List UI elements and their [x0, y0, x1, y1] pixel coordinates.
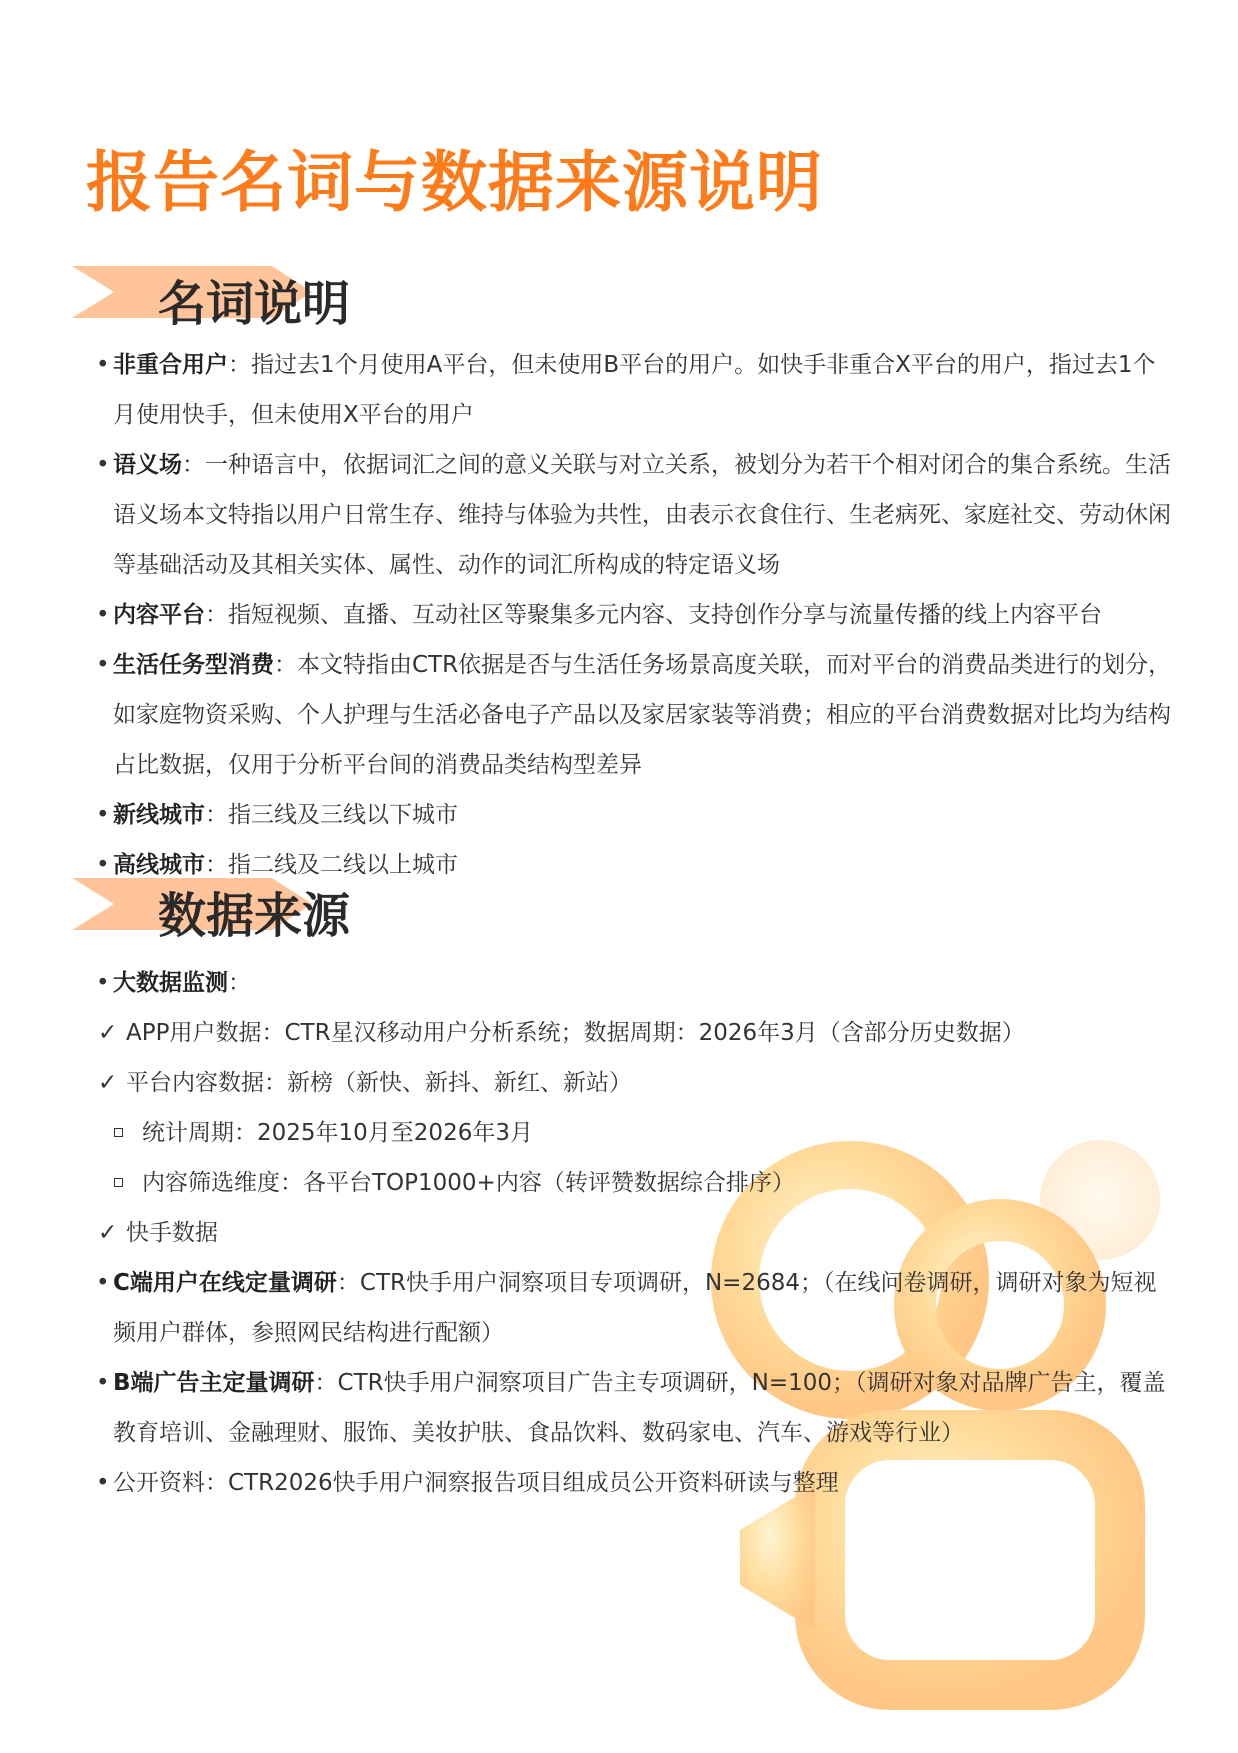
- section-title-sources: 数据来源: [158, 888, 351, 944]
- list-item: 内容筛选维度：各平台TOP1000+内容（转评赞数据综合排序）: [96, 1158, 1176, 1208]
- section-title-terms: 名词说明: [158, 276, 351, 332]
- terms-list: [96, 340, 1176, 890]
- sources-list: [96, 958, 1176, 1508]
- list-item: ✓ 平台内容数据：新榜（新快、新抖、新红、新站）: [96, 1058, 1176, 1108]
- section-heading-sources: [72, 870, 372, 960]
- check-icon: ✓: [98, 1220, 118, 1246]
- square-bullet-icon: [114, 1128, 123, 1137]
- check-icon: ✓: [98, 1070, 118, 1096]
- check-icon: ✓: [98, 1020, 118, 1046]
- square-bullet-icon: [114, 1178, 123, 1187]
- page-title: 报告名词与数据来源说明: [86, 144, 823, 221]
- section-heading-terms: [72, 258, 372, 348]
- list-item: • 生活任务型消费：本文特指由CTR依据是否与生活任务场景高度关联，而对平台的消费品类进行的划分，如家庭物资采购、个人护理与生活必备电子产品以及家居家装等消费；相应的平台消费数据对比均为结构占比数据，仅用于分析平台间的消费品类结构型差异: [96, 652, 1172, 778]
- list-item: • 语义场：一种语言中，依据词汇之间的意义关联与对立关系，被划分为若干个相对闭合的集合系统。生活语义场本文特指以用户日常生存、维持与体验为共性，由表示衣食住行、生老病死、家庭社交、劳动休闲等基础活动及其相关实体、属性、动作的词汇所构成的特定语义场: [96, 452, 1171, 578]
- list-item: • 内容平台：指短视频、直播、互动社区等聚集多元内容、支持创作分享与流量传播的线上内容平台: [96, 602, 1102, 628]
- list-item: • B端广告主定量调研：CTR快手用户洞察项目广告主专项调研，N=100；（调研对象对品牌广告主，覆盖教育培训、金融理财、服饰、美妆护肤、食品饮料、数码家电、汽车、游戏等行业）: [96, 1370, 1166, 1446]
- list-item: • 大数据监测：: [96, 970, 251, 996]
- list-item: ✓ 快手数据: [96, 1208, 1176, 1258]
- list-item: • 高线城市：指二线及二线以上城市: [96, 852, 458, 878]
- list-item: • C端用户在线定量调研：CTR快手用户洞察项目专项调研，N=2684；（在线问卷调研，调研对象为短视频用户群体，参照网民结构进行配额）: [96, 1270, 1157, 1346]
- list-item: • 公开资料：CTR2026快手用户洞察报告项目组成员公开资料研读与整理: [96, 1470, 839, 1496]
- list-item: 统计周期：2025年10月至2026年3月: [96, 1108, 1176, 1158]
- list-item: • 非重合用户：指过去1个月使用A平台，但未使用B平台的用户。如快手非重合X平台的用户，指过去1个月使用快手，但未使用X平台的用户: [96, 352, 1156, 428]
- list-item: • 新线城市：指三线及三线以下城市: [96, 802, 458, 828]
- list-item: ✓ APP用户数据：CTR星汉移动用户分析系统；数据周期：2026年3月（含部分历史数据）: [96, 1008, 1176, 1058]
